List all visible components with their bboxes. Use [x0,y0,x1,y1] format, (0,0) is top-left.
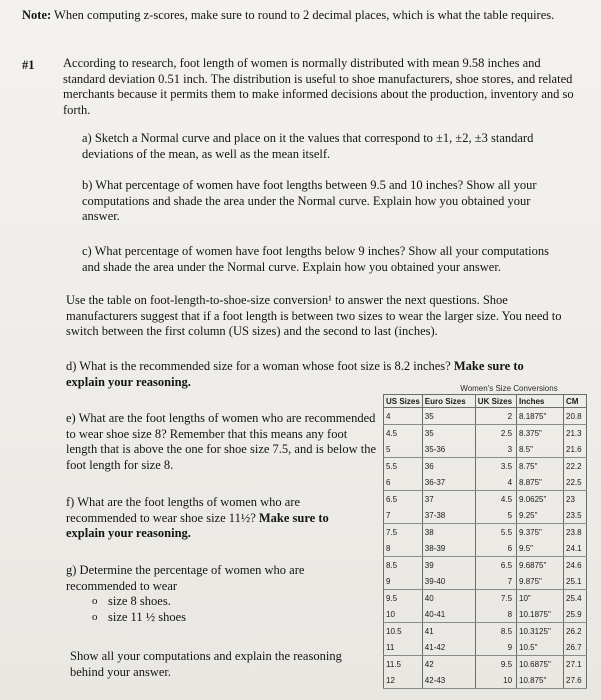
table-cell: 39-40 [422,573,475,590]
question-g-item: o size 11 ½ shoes [90,610,366,626]
table-intro: Use the table on foot-length-to-shoe-size conversion¹ to answer the next questions. Shoe manufacturers suggest that if a foot length is between two sizes to wear the larger size. You need to switch between the first column (US sizes) and the second to last (inches). [66,293,562,338]
table-cell: 7 [384,507,423,524]
table-cell: 41 [422,623,475,640]
table-cell: 6 [384,474,423,491]
table-cell: 40 [422,590,475,607]
table-header: US Sizes [384,395,423,408]
table-cell: 9 [475,639,516,656]
table-title: Women's Size Conversions [460,384,558,393]
table-cell: 10.6875" [517,656,564,673]
table-cell: 7.5 [475,590,516,607]
table-cell: 8.875" [517,474,564,491]
table-cell: 5 [475,507,516,524]
table-header: Inches [517,395,564,408]
question-e: e) What are the foot lengths of women who are recommended to wear shoe size 8? Remember that this means any foot length that is above the one for shoe size 7.5, and is below the foot length for size 8. [66,411,376,472]
problem-number: #1 [22,58,35,72]
table-row [384,573,587,590]
table-cell: 37 [422,491,475,508]
table-cell: 2.5 [475,425,516,442]
table-cell: 9.25" [517,507,564,524]
table-cell: 22.5 [564,474,587,491]
table-cell: 23.5 [564,507,587,524]
table-cell: 10.875" [517,672,564,689]
question-d-text: d) What is the recommended size for a woman whose foot size is 8.2 inches? [66,359,451,373]
question-f-text: f) What are the foot lengths of women who are recommended to wear shoe size 11½? [66,495,301,525]
table-cell: 3 [475,441,516,458]
table-row [384,507,587,524]
table-row [384,590,587,607]
table-row [384,524,587,541]
table-cell: 24.1 [564,540,587,557]
question-g-text: g) Determine the percentage of women who are recommended to wear [66,563,305,593]
table-cell: 5.5 [384,458,423,475]
table-cell: 22.2 [564,458,587,475]
table-cell: 35 [422,425,475,442]
table-cell: 39 [422,557,475,574]
table-cell: 27.1 [564,656,587,673]
size-table [383,394,587,689]
note-text: When computing z-scores, make sure to round to 2 decimal places, which is what the table requires. [51,8,555,22]
question-g-item: o size 8 shoes. [90,594,366,610]
table-row [384,408,587,425]
table-cell: 35-36 [422,441,475,458]
table-cell: 9.0625" [517,491,564,508]
table-cell: 6 [475,540,516,557]
table-cell: 10.5 [384,623,423,640]
note [22,8,582,24]
table-cell: 25.1 [564,573,587,590]
table-cell: 8.5" [517,441,564,458]
table-cell: 42-43 [422,672,475,689]
table-cell: 8.1875" [517,408,564,425]
table-cell: 5.5 [475,524,516,541]
table-cell: 7.5 [384,524,423,541]
table-row [384,491,587,508]
table-cell: 9.5" [517,540,564,557]
table-cell: 26.7 [564,639,587,656]
table-cell: 25.4 [564,590,587,607]
table-row [384,441,587,458]
table-cell: 4.5 [475,491,516,508]
table-cell: 38-39 [422,540,475,557]
table-cell: 10.5" [517,639,564,656]
table-cell: 10.1875" [517,606,564,623]
table-cell: 20.8 [564,408,587,425]
table-row [384,606,587,623]
table-cell: 9.5 [475,656,516,673]
question-a: a) Sketch a Normal curve and place on it the values that correspond to ±1, ±2, ±3 standard deviations of the mean, as well as the mean itself. [82,131,534,161]
table-cell: 23.8 [564,524,587,541]
question-b: b) What percentage of women have foot lengths between 9.5 and 10 inches? Show all your computations and shade the area under the Normal curve. Explain how you obtained your answer. [82,178,537,223]
table-cell: 7 [475,573,516,590]
table-cell: 8.5 [384,557,423,574]
table-cell: 38 [422,524,475,541]
table-cell: 41-42 [422,639,475,656]
table-cell: 10" [517,590,564,607]
question-g-list [90,594,366,625]
table-cell: 4.5 [384,425,423,442]
problem-intro: According to research, foot length of women is normally distributed with mean 9.58 inches and standard deviation 0.51 inch. The distribution is useful to shoe manufacturers, shoe stores, and related merchants because it permits them to make informed decisions about the production, inventory and so forth. [63,56,574,117]
table-row [384,540,587,557]
table-cell: 35 [422,408,475,425]
table-row [384,639,587,656]
table-row [384,425,587,442]
table-cell: 26.2 [564,623,587,640]
note-label: Note: [22,8,52,22]
table-cell: 2 [475,408,516,425]
table-row [384,672,587,689]
table-cell: 9.6875" [517,557,564,574]
table-cell: 8 [475,606,516,623]
table-cell: 4 [384,408,423,425]
table-row [384,557,587,574]
table-cell: 6.5 [475,557,516,574]
table-cell: 11.5 [384,656,423,673]
question-f [66,495,366,542]
table-cell: 24.6 [564,557,587,574]
table-cell: 36-37 [422,474,475,491]
table-header: UK Sizes [475,395,516,408]
table-header: Euro Sizes [422,395,475,408]
table-cell: 40-41 [422,606,475,623]
table-cell: 21.6 [564,441,587,458]
table-row [384,458,587,475]
table-cell: 8 [384,540,423,557]
table-cell: 21.3 [564,425,587,442]
size-conversion-table [383,384,595,689]
table-cell: 27.6 [564,672,587,689]
table-cell: 9 [384,573,423,590]
table-cell: 37-38 [422,507,475,524]
table-cell: 8.375" [517,425,564,442]
table-cell: 42 [422,656,475,673]
question-d-bold: Make sure to explain your reasoning. [66,359,524,389]
table-cell: 12 [384,672,423,689]
table-cell: 10 [384,606,423,623]
table-cell: 10.3125" [517,623,564,640]
question-c: c) What percentage of women have foot lengths below 9 inches? Show all your computations and shade the area under the Normal curve. Explain how you obtained your answer. [82,244,549,274]
table-row [384,656,587,673]
table-cell: 8.75" [517,458,564,475]
question-g [66,563,366,625]
table-cell: 10 [475,672,516,689]
table-body [384,408,587,689]
table-cell: 36 [422,458,475,475]
table-header: CM [564,395,587,408]
table-cell: 11 [384,639,423,656]
table-cell: 8.5 [475,623,516,640]
question-f-bold: Make sure to explain your reasoning. [66,510,329,540]
table-cell: 9.375" [517,524,564,541]
table-cell: 6.5 [384,491,423,508]
table-row [384,474,587,491]
table-cell: 25.9 [564,606,587,623]
table-cell: 9.5 [384,590,423,607]
table-row [384,623,587,640]
table-cell: 9.875" [517,573,564,590]
table-cell: 4 [475,474,516,491]
table-cell: 5 [384,441,423,458]
table-cell: 3.5 [475,458,516,475]
table-cell: 23 [564,491,587,508]
final-instruction: Show all your computations and explain the reasoning behind your answer. [70,649,342,679]
